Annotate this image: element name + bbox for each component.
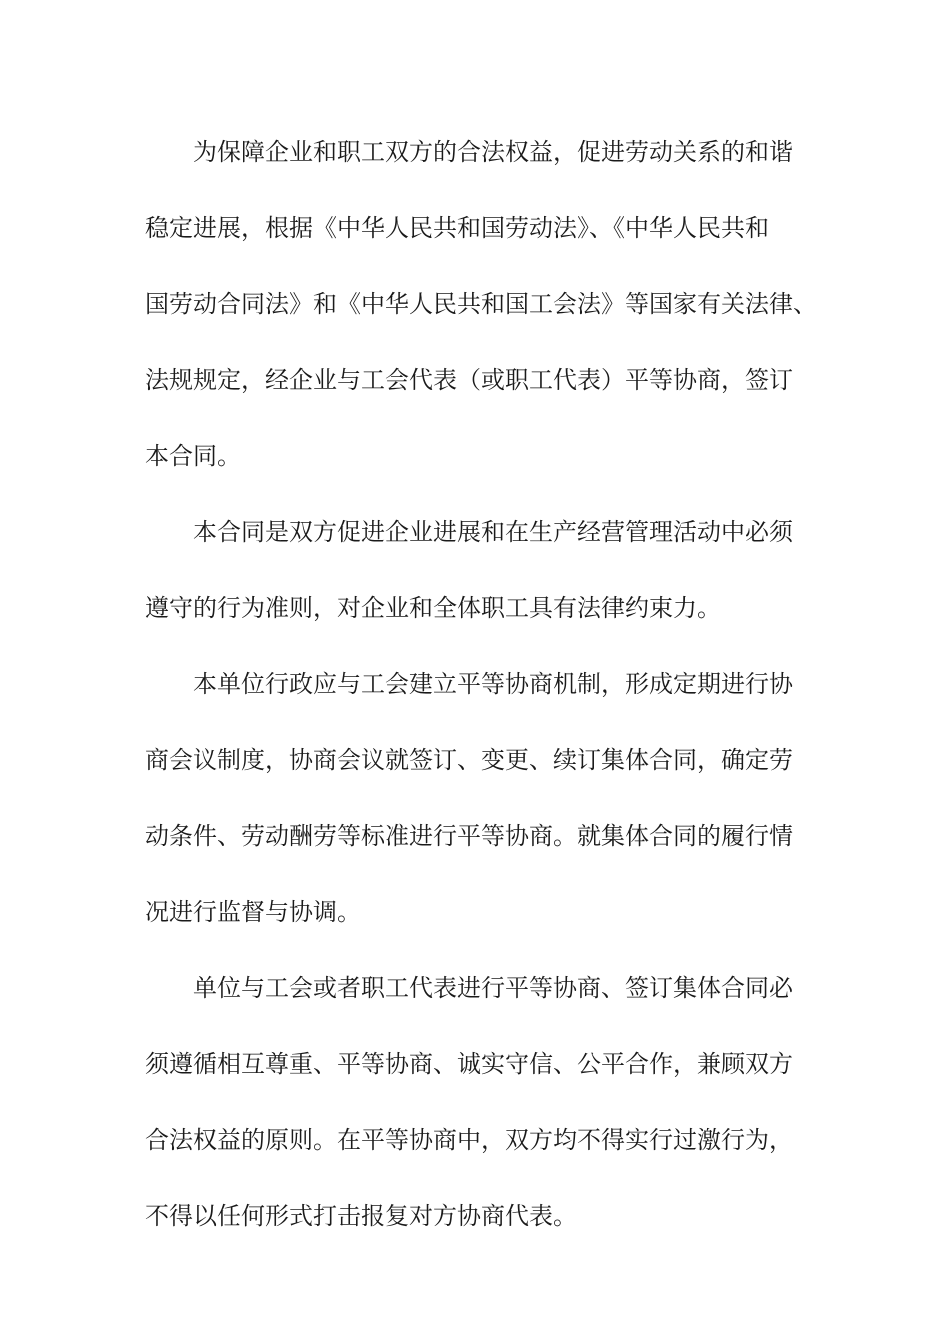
text-line: 单位与工会或者职工代表进行平等协商、签订集体合同必 [193, 974, 793, 1002]
text-line: 遵守的行为准则，对企业和全体职工具有法律约束力。 [145, 594, 721, 622]
text-line: 不得以任何形式打击报复对方协商代表。 [145, 1202, 577, 1230]
text-line: 法规规定，经企业与工会代表（或职工代表）平等协商，签订 [145, 366, 793, 394]
document-body [145, 132, 817, 1272]
text-line: 本合同是双方促进企业进展和在生产经营管理活动中必须 [193, 518, 793, 546]
text-line: 本单位行政应与工会建立平等协商机制，形成定期进行协 [193, 670, 793, 698]
paragraph-negotiation-principles [145, 968, 817, 1236]
text-line: 须遵循相互尊重、平等协商、诚实守信、公平合作，兼顾双方 [145, 1050, 793, 1078]
paragraph-negotiation-mechanism [145, 664, 817, 932]
paragraph-preamble [145, 132, 817, 476]
paragraph-binding-effect [145, 512, 817, 628]
text-line: 本合同。 [145, 442, 241, 470]
text-line: 稳定进展，根据《中华人民共和国劳动法》、《中华人民共和 [145, 214, 769, 242]
text-line: 合法权益的原则。在平等协商中，双方均不得实行过激行为， [145, 1126, 793, 1154]
text-line: 动条件、劳动酬劳等标准进行平等协商。就集体合同的履行情 [145, 822, 793, 850]
text-line: 商会议制度，协商会议就签订、变更、续订集体合同，确定劳 [145, 746, 793, 774]
text-line: 国劳动合同法》和《中华人民共和国工会法》等国家有关法律、 [145, 290, 817, 318]
text-line: 为保障企业和职工双方的合法权益，促进劳动关系的和谐 [193, 138, 793, 166]
text-line: 况进行监督与协调。 [145, 898, 361, 926]
